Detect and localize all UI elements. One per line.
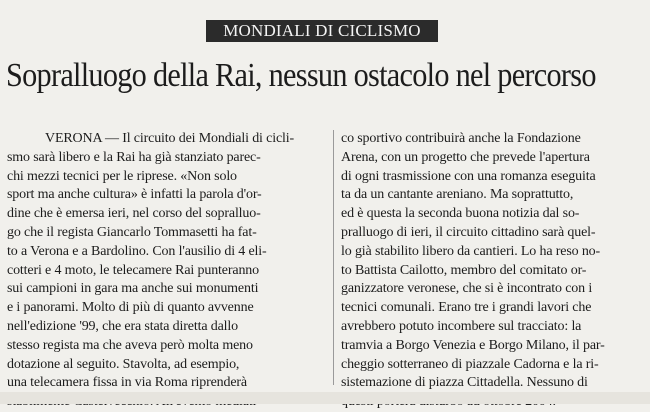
text-line: smo sarà libero e la Rai ha già stanziato parec-: [7, 149, 261, 165]
text-line: sport ma anche cultura» è infatti la parola d'or-: [7, 187, 262, 203]
page-bottom-edge: [0, 392, 650, 404]
text-line: cheggio sotterraneo di piazzale Cadorna e la ri-: [341, 356, 599, 372]
text-line: una telecamera fissa in via Roma riprenderà: [7, 375, 247, 391]
article-column-2: [341, 130, 645, 412]
section-label-box: [206, 20, 438, 42]
text-line: pralluogo di ieri, il circuito cittadino sarà quel-: [341, 224, 596, 240]
text-line: dotazione al seguito. Stavolta, ad esempio,: [7, 356, 240, 372]
text-line: chi mezzi tecnici per le riprese. «Non solo: [7, 168, 237, 184]
text-line: ganizzatore veronese, che si è incontrato con i: [341, 281, 593, 297]
text-line: go che il regista Giancarlo Tommasetti ha fat-: [7, 224, 257, 240]
text-line: avrebbero potuto incombere sul tracciato: la: [341, 318, 582, 334]
text-line: VERONA — Il circuito dei Mondiali di cicli-: [45, 131, 295, 146]
column-divider: [333, 130, 334, 385]
text-line: lo già stabilito libero da cantieri. Lo ha reso no-: [341, 243, 601, 259]
text-line: sistemazione di piazza Cittadella. Nessuno di: [341, 375, 588, 391]
text-line: stesso regista ma che aveva però molta meno: [7, 337, 253, 353]
text-line: nell'edizione '99, che era stata diretta dallo: [7, 318, 238, 334]
text-line: to a Verona e a Bardolino. Con l'ausilio di 4 eli-: [7, 243, 267, 259]
text-line: to Battista Cailotto, membro del comitato or-: [341, 262, 587, 278]
text-line: Arena, con un progetto che prevede l'apertura: [341, 149, 590, 165]
text-line: tramvia a Borgo Venezia e Borgo Milano, il par-: [341, 337, 605, 353]
text-line: sui campioni in gara ma anche sui monumenti: [7, 281, 259, 297]
text-line: ed è questa la seconda buona notizia dal so-: [341, 206, 580, 222]
text-line: di ogni trasmissione con una romanza eseguita: [341, 168, 596, 184]
section-label: MONDIALI DI CICLISMO: [206, 20, 438, 42]
article-column-1: [7, 130, 325, 412]
text-line: tecnici comunali. Erano tre i grandi lavori che: [341, 300, 592, 316]
text-line: cotteri e 4 moto, le telecamere Rai punteranno: [7, 262, 259, 278]
text-line: co sportivo contribuirà anche la Fondazione: [341, 131, 581, 146]
text-line: ta da un cantante areniano. Ma soprattutto,: [341, 187, 574, 203]
text-line: dine che è emersa ieri, nel corso del sopralluo-: [7, 206, 261, 222]
text-line: e i panorami. Molto di più di quanto avvenne: [7, 300, 254, 316]
headline: Sopralluogo della Rai, nessun ostacolo nel percorso: [6, 57, 596, 94]
